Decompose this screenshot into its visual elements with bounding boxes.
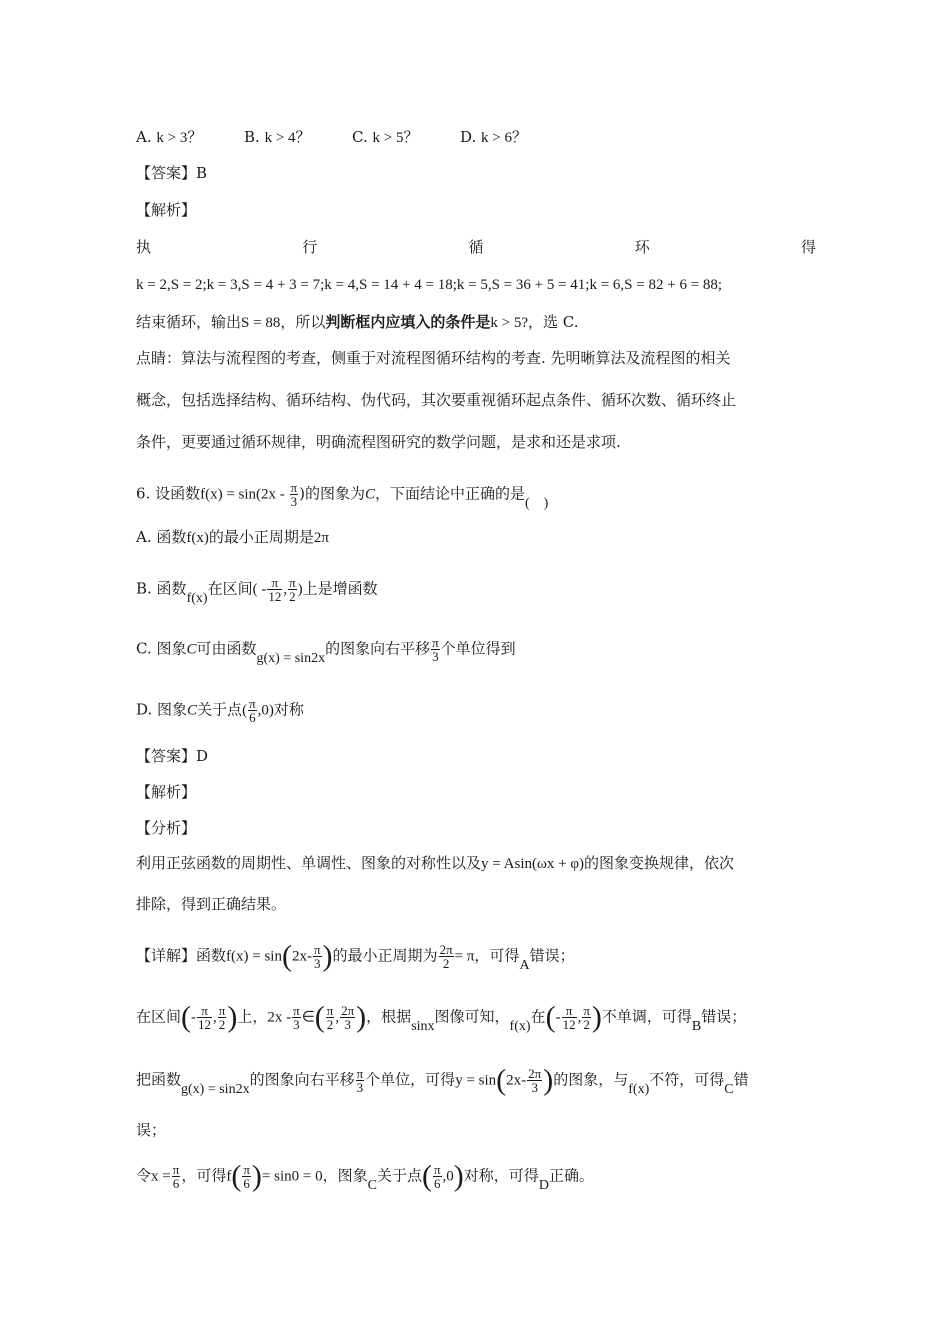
subscript: D xyxy=(538,1177,549,1193)
numerator: 2π xyxy=(528,1066,542,1081)
fraction xyxy=(242,1163,251,1190)
q6-detail-4 xyxy=(136,1159,594,1193)
text: ，根据 xyxy=(366,1007,412,1026)
text: 关于点 xyxy=(376,1166,422,1185)
math: C xyxy=(364,486,375,503)
text: 6. 设函数 xyxy=(136,484,201,503)
text: 上是增函数 xyxy=(302,579,378,598)
q6-analysis-label: 【解析】 xyxy=(136,783,197,801)
text: 令 xyxy=(136,1166,152,1185)
math: f xyxy=(226,1168,232,1185)
math: y = sin xyxy=(455,1072,497,1089)
text: D. 图象 xyxy=(136,700,188,719)
fraction xyxy=(313,943,322,970)
denominator: 6 xyxy=(434,1176,441,1191)
numerator: 2π xyxy=(341,1003,355,1018)
fraction xyxy=(267,576,282,603)
text: 【详解】函数 xyxy=(136,946,227,965)
text: 个单位得到 xyxy=(440,639,516,658)
q5-option-b-text: k > 4？ xyxy=(264,130,311,146)
numerator: π xyxy=(218,1003,226,1018)
text: ，选 C. xyxy=(527,313,579,331)
text: ，下面结论中正确的是 xyxy=(375,484,526,503)
exec-char: 得 xyxy=(800,238,816,256)
paren-close: ) xyxy=(543,1063,554,1097)
denominator: 3 xyxy=(290,494,298,509)
comma: , xyxy=(577,1009,582,1026)
q5-iteration: k = 2,S = 2;k = 3,S = 4 + 3 = 7;k = 4,S = 14 + 4 = 18;k = 5,S = 36 + 5 = 41;k = 6,S = 82 + 6 = 88; xyxy=(136,277,723,293)
q5-comment-2: 概念，包括选择结构、循环结构、伪代码，其次要重视循环起点条件、循环次数、循环终止 xyxy=(136,391,737,409)
q6-detail-3 xyxy=(136,1063,749,1097)
paren-open: ( - xyxy=(252,581,267,598)
math: g(x) = sin2x xyxy=(181,1081,250,1097)
q6-option-b xyxy=(136,575,378,606)
paren-open: ( xyxy=(242,702,248,719)
subscript: A xyxy=(519,957,530,973)
q6-answer: 【答案】D xyxy=(136,747,209,765)
text: 的图象向右平移 xyxy=(249,1070,355,1089)
denominator: 3 xyxy=(314,956,321,971)
text: 图像可知， xyxy=(434,1007,510,1026)
numerator: 2π xyxy=(439,942,453,957)
paren-open: ( xyxy=(231,1159,242,1193)
paren: ( ) xyxy=(525,495,549,511)
denominator: 3 xyxy=(531,1080,538,1095)
math: ∈ xyxy=(301,1009,315,1026)
numerator: π xyxy=(267,576,282,590)
denominator: 6 xyxy=(243,1176,250,1191)
text: 错 xyxy=(733,1070,749,1089)
text: 的最小正周期是 xyxy=(208,528,314,546)
math: y = Asin(ωx + φ) xyxy=(481,856,584,872)
numerator: π xyxy=(197,1004,212,1018)
math: 2π xyxy=(313,530,329,546)
subscript: C xyxy=(367,1177,377,1193)
q6-fenxi-label: 【分析】 xyxy=(136,819,197,837)
q6-detail-2 xyxy=(136,1000,747,1034)
numerator: π xyxy=(433,1162,441,1177)
numerator: π xyxy=(290,480,298,495)
text: 的图象变换规律，依次 xyxy=(583,854,734,872)
math: f(x) = sin(2x - xyxy=(200,486,289,503)
q6-detail-1 xyxy=(136,939,575,973)
fraction xyxy=(218,1004,227,1031)
q5-option-c-letter: C. xyxy=(352,128,368,146)
fraction xyxy=(439,943,454,970)
text: 结束循环，输出 xyxy=(136,313,242,331)
numerator: π xyxy=(243,1162,250,1177)
text: 在区间 xyxy=(207,579,253,598)
math: f(x) xyxy=(509,1018,531,1034)
math: f(x) xyxy=(628,1081,650,1097)
math: S = 88 xyxy=(241,315,281,331)
math: f(x) = sin xyxy=(226,948,282,965)
math: C xyxy=(187,702,198,719)
text: 在 xyxy=(530,1007,546,1026)
text: 错误； xyxy=(701,1007,747,1026)
numerator: π xyxy=(249,696,256,711)
paren-close: ) xyxy=(322,939,333,973)
q6-fenxi-2: 排除，得到正确结果。 xyxy=(136,895,287,913)
text: 的最小正周期为 xyxy=(332,946,438,965)
text: 关于点 xyxy=(197,700,243,719)
text: 的图象，与 xyxy=(553,1070,629,1089)
text: ，图象 xyxy=(322,1166,368,1185)
text: A. 函数 xyxy=(136,528,187,546)
denominator: 3 xyxy=(293,1017,300,1032)
text: 不符，可得 xyxy=(649,1070,725,1089)
fraction xyxy=(288,576,297,603)
q6-stem xyxy=(136,480,549,511)
denominator: 3 xyxy=(432,649,439,664)
fraction xyxy=(292,1004,301,1031)
fraction xyxy=(582,1004,591,1031)
fraction xyxy=(290,481,299,508)
minus: - xyxy=(555,1009,561,1026)
q5-conclusion xyxy=(136,312,578,333)
math: k > 5? xyxy=(490,315,528,331)
math: C xyxy=(186,641,197,658)
paren-close: ) xyxy=(251,1159,262,1193)
text: 把函数 xyxy=(136,1070,182,1089)
paren-open: ( xyxy=(181,1000,192,1034)
denominator: 12 xyxy=(198,1017,212,1032)
q5-options xyxy=(136,127,527,148)
text: 对称 xyxy=(273,700,304,719)
paren-close: ) xyxy=(591,1000,602,1034)
math: 2x- xyxy=(291,948,312,965)
fraction xyxy=(433,1163,442,1190)
fraction xyxy=(326,1004,335,1031)
text: )的图象为 xyxy=(299,484,365,503)
fraction xyxy=(562,1004,577,1031)
paren-close: ) xyxy=(356,1000,367,1034)
point-rest: ,0) xyxy=(257,702,274,719)
exec-char: 循 xyxy=(468,238,484,256)
math: sinx xyxy=(411,1018,435,1034)
numerator: π xyxy=(562,1004,577,1018)
q5-option-d-letter: D. xyxy=(460,128,477,146)
paren-close: ) xyxy=(227,1000,238,1034)
comma: , xyxy=(213,1009,217,1026)
text: ，所以 xyxy=(280,313,326,331)
fraction xyxy=(527,1067,542,1094)
denominator: 6 xyxy=(249,710,256,725)
paren-close: ) xyxy=(453,1159,464,1193)
denominator: 3 xyxy=(356,1080,364,1095)
fraction xyxy=(431,636,440,663)
q5-option-c-text: k > 5？ xyxy=(372,130,419,146)
math: f(x) xyxy=(186,590,208,606)
denominator: 3 xyxy=(344,1017,351,1032)
q5-option-d-text: k > 6？ xyxy=(481,130,528,146)
q6-detail-3-cont: 误； xyxy=(136,1121,167,1139)
q5-option-a-text: k > 3？ xyxy=(156,130,203,146)
minus: - xyxy=(191,1009,197,1026)
text: 上， xyxy=(237,1007,268,1026)
paren-open: ( xyxy=(421,1159,432,1193)
text: ，可得 xyxy=(181,1166,227,1185)
subscript: C xyxy=(724,1081,734,1097)
paren-open: ( xyxy=(545,1000,556,1034)
denominator: 2 xyxy=(442,956,450,971)
fraction xyxy=(340,1004,355,1031)
numerator: π xyxy=(172,1162,180,1177)
subscript: B xyxy=(691,1018,702,1034)
numerator: π xyxy=(432,635,439,650)
denominator: 2 xyxy=(326,1017,334,1032)
paren-open: ( xyxy=(314,1000,325,1034)
denominator: 12 xyxy=(268,589,282,604)
numerator: π xyxy=(293,1003,300,1018)
text: B. 函数 xyxy=(136,579,187,598)
denominator: 6 xyxy=(172,1176,180,1191)
paren-open: ( xyxy=(281,939,292,973)
numerator: π xyxy=(313,942,321,957)
q6-option-c xyxy=(136,635,516,666)
q6-fenxi-1 xyxy=(136,853,734,874)
math: g(x) = sin2x xyxy=(256,650,326,666)
q6-option-d xyxy=(136,697,304,724)
numerator: π xyxy=(356,1066,364,1081)
paren-open: ( xyxy=(496,1063,507,1097)
comma: , xyxy=(335,1009,340,1026)
comma-zero: ,0 xyxy=(442,1168,454,1185)
fraction xyxy=(172,1163,181,1190)
q5-exec-line xyxy=(136,236,816,257)
q5-answer: 【答案】B xyxy=(136,164,208,182)
text: 的图象向右平移 xyxy=(325,639,431,658)
text: 个单位，可得 xyxy=(365,1070,456,1089)
q5-option-b-letter: B. xyxy=(244,128,260,146)
math: = sin0 = 0 xyxy=(261,1168,323,1185)
q5-comment-3: 条件，更要通过循环规律，明确流程图研究的数学问题，是求和还是求项. xyxy=(136,433,621,451)
q5-analysis-label: 【解析】 xyxy=(136,201,197,219)
text: C. 图象 xyxy=(136,639,187,658)
denominator: 2 xyxy=(218,1017,226,1032)
text: 利用正弦函数的周期性、单调性、图象的对称性以及 xyxy=(136,854,482,872)
bold-text: 判断框内应填入的条件是 xyxy=(325,313,491,331)
math: 2x - xyxy=(267,1009,292,1026)
q5-option-a-letter: A. xyxy=(136,128,152,146)
text: 错误； xyxy=(529,946,575,965)
exec-char: 行 xyxy=(302,238,318,256)
exec-char: 环 xyxy=(634,238,650,256)
fraction xyxy=(197,1004,212,1031)
denominator: 12 xyxy=(562,1017,576,1032)
numerator: π xyxy=(289,575,296,590)
q5-comment-1: 点睛：算法与流程图的考查，侧重于对流程图循环结构的考查. 先明晰算法及流程图的相关 xyxy=(136,349,731,367)
math: 2x- xyxy=(506,1072,527,1089)
text: 对称，可得 xyxy=(463,1166,539,1185)
math: x = xyxy=(151,1168,171,1185)
exec-char: 执 xyxy=(136,238,152,256)
math: f(x) xyxy=(186,530,209,546)
text: 在区间 xyxy=(136,1007,182,1026)
text: 可由函数 xyxy=(196,639,257,658)
text: 不单调，可得 xyxy=(601,1007,692,1026)
math: = π，可得 xyxy=(454,948,520,965)
comma: , xyxy=(283,581,288,598)
q6-option-a xyxy=(136,527,329,548)
denominator: 2 xyxy=(583,1017,590,1032)
paren-close: ) xyxy=(297,581,303,598)
fraction xyxy=(248,697,257,724)
fraction xyxy=(356,1067,365,1094)
text: 正确。 xyxy=(548,1166,594,1185)
numerator: π xyxy=(583,1003,590,1018)
numerator: π xyxy=(326,1003,334,1018)
denominator: 2 xyxy=(289,589,296,604)
